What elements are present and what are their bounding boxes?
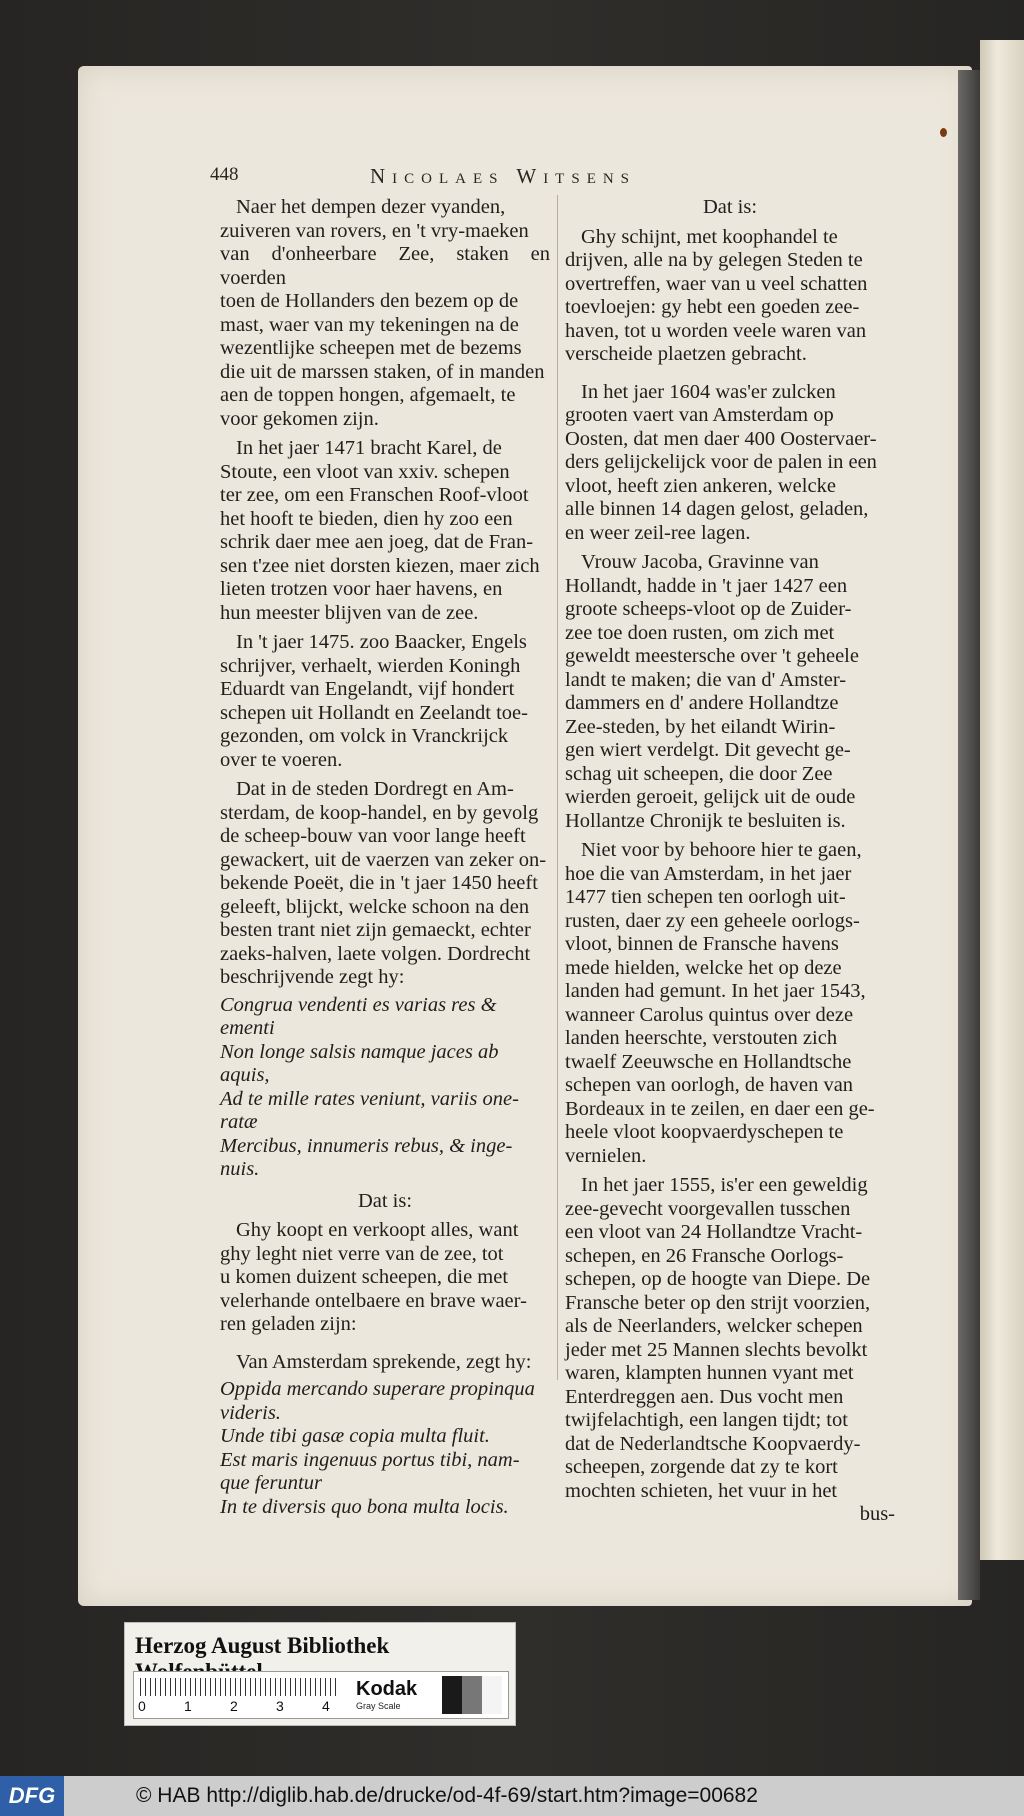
gray-patch (442, 1676, 462, 1714)
left-paragraph-6: Van Amsterdam sprekende, zegt hy: (236, 1350, 532, 1373)
left-paragraph-3: In 't jaer 1475. zoo Baacker, Engels schrijver, verhaelt, wierden Koningh Eduardt van Engelandt, vijf hondert schepen uit Hollandt en Zeelandt toe- gezonden, om volck in Vranckrijck over te voeren. (220, 631, 528, 771)
page-header (210, 164, 770, 192)
right-column (565, 196, 895, 1527)
ruler-numbers (138, 1698, 338, 1714)
facing-page-edge (980, 40, 1024, 1560)
library-label (124, 1622, 516, 1726)
running-title: Nicolaes Witsens (370, 164, 637, 188)
gray-scale-patches (442, 1676, 502, 1714)
left-paragraph-5: Ghy koopt en verkoopt alles, want ghy leght niet verre van de zee, tot u komen duizent scheepen, die met velerhande ontelbaere en brave waer- ren geladen zijn: (220, 1219, 527, 1335)
right-paragraph-5: In het jaer 1555, is'er een geweldig zee-gevecht voorgevallen tusschen een vloot van 24 Hollandtze Vracht- schepen, en 26 Fransche Oorlogs- schepen, op de hoogte van Diepe. De Fransche beter op den strijt voorzien, als de Neerlanders, welcker schepen jeder met 25 Mannen slechts bevolkt waren, klampten hunnen vyant met Enterdreggen aen. Dus vocht men twijfelachtigh, een langen tijdt; tot dat de Nederlandtsche Koopvaerdy- scheepen, zorgende dat zy te kort mochten schieten, het vuur in het (565, 1174, 871, 1502)
footer-bar (0, 1776, 1024, 1816)
latin-verse-dordrecht: Congrua vendenti es varias res & ementi Non longe salsis namque jaces ab aquis, Ad te mille rates veniunt, variis one- ratæ Mercibus, innumeris rebus, & inge- nuis. (220, 993, 519, 1180)
latin-verse-amsterdam: Oppida mercando superare propinqua videris. Unde tibi gasæ copia multa fluit. Est maris ingenuus portus tibi, nam- que feruntur In te diversis quo bona multa locis. (220, 1378, 535, 1518)
gray-patch (462, 1676, 482, 1714)
left-column (220, 196, 550, 1523)
catchword: bus- (859, 1503, 895, 1525)
right-paragraph-1: Ghy schijnt, met koophandel te drijven, alle na by gelegen Steden te overtreffen, waer van u veel schatten toevloejen: gy hebt een goeden zee- haven, tot u worden veele waren van verscheide plaetzen gebracht. (565, 225, 868, 365)
ruler-ticks (140, 1678, 340, 1696)
left-paragraph-2: In het jaer 1471 bracht Karel, de Stoute, een vloot van xxiv. schepen ter zee, om een Franschen Roof-vloot het hooft te bieden, dien hy zoo een schrik daer mee aen joeg, dat de Fran- sen t'zee niet dorsten kiezen, maer zich lieten trotzen voor haer havens, en hun meester blijven van de zee. (220, 437, 540, 624)
column-divider (557, 195, 558, 1380)
right-paragraph-2: In het jaer 1604 was'er zulcken grooten vaert van Amsterdam op Oosten, dat men daer 400 Oostervaer- ders gelijckelijck voor de palen in een vloot, heeft zien ankeren, welcke alle binnen 14 dagen gelost, geladen, en weer zeil-ree lagen. (565, 380, 877, 544)
right-paragraph-3: Vrouw Jacoba, Gravinne van Hollandt, hadde in 't jaer 1427 een groote scheeps-vloot op de Zuider- zee toe doen rusten, om zich met geweldt meestersche over 't geheele landt te maken; die van d' Amster- dammers en d' andere Hollandtze Zee-steden, by het eilandt Wirin- gen wiert verdelgt. Dit gevecht ge- schag uit scheepen, die door Zee wierden geroeit, gelijck uit de oude Hollantze Chronijk te besluiten is. (565, 551, 859, 832)
ruler-number: 4 (322, 1698, 330, 1714)
translation-heading: Dat is: (357, 1189, 413, 1212)
copyright-link[interactable]: © HAB http://diglib.hab.de/drucke/od-4f-69/start.htm?image=00682 (136, 1784, 758, 1807)
library-name: Herzog August Bibliothek (135, 1633, 390, 1658)
kodak-subtitle: Gray Scale (356, 1701, 401, 1711)
kodak-logo (356, 1678, 417, 1711)
book-gutter (958, 70, 980, 1600)
ruler-number: 1 (184, 1698, 192, 1714)
left-paragraph-4: Dat in de steden Dordregt en Am- sterdam, de koop-handel, en by gevolg de scheep-bouw van voor lange heeft gewackert, uit de vaerzen van zeker on- bekende Poeët, die in 't jaer 1450 heeft geleeft, blijckt, welcke schoon na den besten trant niet zijn gemaeckt, echter zaeks-halven, laete volgen. Dordrecht beschrijvende zegt hy: (220, 778, 547, 988)
kodak-brand: Kodak (356, 1678, 418, 1700)
color-scale-ruler (133, 1671, 509, 1719)
gray-patch (482, 1676, 502, 1714)
translation-heading: Dat is: (702, 196, 758, 218)
left-paragraph-1: Naer het dempen dezer vyanden, zuiveren van rovers, en 't vry-maeken van d'onheerbare Zee, staken en voerden toen de Hollanders den bezem op de mast, waer van my tekeningen na de wezentlijke scheepen met de bezems die uit de marssen staken, of in manden aen de toppen hongen, afgemaelt, te voor gekomen zijn. (220, 196, 550, 430)
dfg-logo: DFG (0, 1776, 64, 1816)
ruler-number: 3 (276, 1698, 284, 1714)
right-paragraph-4: Niet voor by behoore hier te gaen, hoe die van Amsterdam, in het jaer 1477 tien schepen ten oorlogh uit- rusten, daer zy een geheele oorlogs- vloot, binnen de Fransche havens mede hielden, welcke het op deze landen had gemunt. In het jaer 1543, wanneer Carolus quintus over deze landen heerschte, verstouten zich twaelf Zeeuwsche en Hollandtsche schepen van oorlogh, de haven van Bordeaux in te zeilen, en daer een ge- heele vloot koopvaerdyschepen te vernielen. (565, 839, 875, 1167)
ruler-number: 2 (230, 1698, 238, 1714)
ink-spot (940, 128, 947, 137)
page-number: 448 (210, 164, 239, 185)
ruler-number: 0 (138, 1698, 146, 1714)
